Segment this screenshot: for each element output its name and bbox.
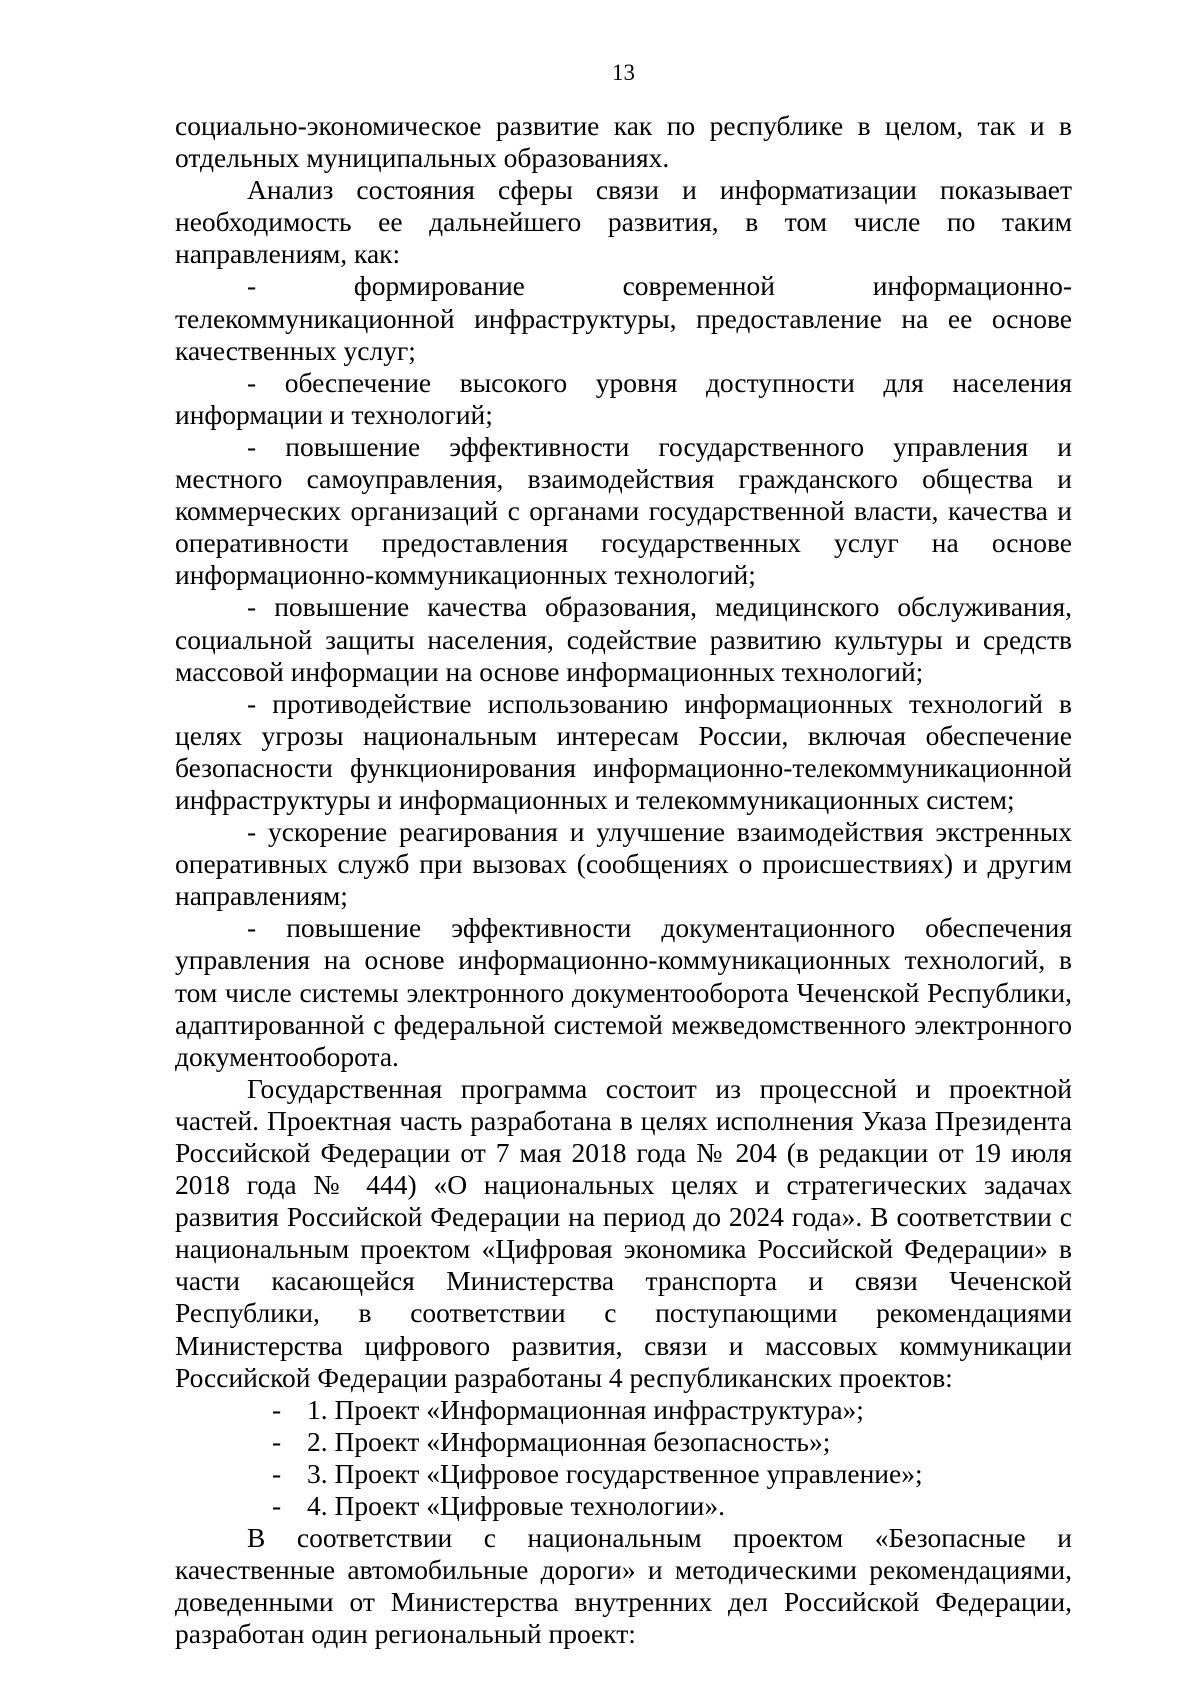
document-body bbox=[175, 110, 1072, 1651]
projects-list bbox=[175, 1394, 1072, 1522]
paragraph-direction-documents: - повышение эффективности документационного обеспечения управления на основе информационно-коммуникационных технологий, в том числе системы электронного документооборота Чеченской Республики, адаптированной с федеральной системой межведомственного электронного документооборота. bbox=[175, 912, 1072, 1072]
list-item-text: 2. Проект «Информационная безопасность»; bbox=[307, 1425, 831, 1457]
list-dash: - bbox=[272, 1425, 282, 1457]
paragraph-direction-governance: - повышение эффективности государственного управления и местного самоуправления, взаимодействия гражданского общества и коммерческих организаций с органами государственной власти, качества и оперативности предоставления государственных услуг на основе информационно-коммуникационных технологий; bbox=[175, 430, 1072, 591]
list-item-text: 4. Проект «Цифровые технологии». bbox=[307, 1490, 726, 1522]
page-number: 13 bbox=[612, 60, 635, 85]
list-item-text: 3. Проект «Цифровое государственное управление»; bbox=[307, 1457, 923, 1489]
list-dash: - bbox=[272, 1457, 282, 1489]
paragraph-analysis-intro: Анализ состояния сферы связи и информатизации показывает необходимость ее дальнейшего развития, в том числе по таким направлениям, как: bbox=[175, 174, 1072, 270]
list-item bbox=[175, 1394, 1072, 1426]
list-dash: - bbox=[272, 1490, 282, 1522]
list-item bbox=[175, 1426, 1072, 1458]
paragraph-direction-infrastructure: - формирование современной информационно-телекоммуникационной инфраструктуры, предоставление на ее основе качественных услуг; bbox=[175, 270, 1072, 366]
paragraph-program-structure: Государственная программа состоит из процессной и проектной частей. Проектная часть разработана в целях исполнения Указа Президента Российской Федерации от 7 мая 2018 года № 204 (в редакции от 19 июля 2018 года № 444) «О национальных целях и стратегических задачах развития Российской Федерации на период до 2024 года». В соответствии с национальным проектом «Цифровая экономика Российской Федерации» в части касающейся Министерства транспорта и связи Чеченской Республики, в соответствии с поступающими рекомендациями Министерства цифрового развития, связи и массовых коммуникации Российской Федерации разработаны 4 республиканских проектов: bbox=[175, 1072, 1072, 1393]
list-item bbox=[175, 1458, 1072, 1490]
paragraph-direction-security: - противодействие использованию информационных технологий в целях угрозы национальным интересам России, включая обеспечение безопасности функционирования информационно-телекоммуникационной инфраструктуры и информационных и телекоммуникационных систем; bbox=[175, 687, 1072, 815]
paragraph-direction-emergency: - ускорение реагирования и улучшение взаимодействия экстренных оперативных служб при вызовах (сообщениях о происшествиях) и другим направлениям; bbox=[175, 816, 1072, 912]
list-item bbox=[175, 1490, 1072, 1522]
paragraph-direction-accessibility: - обеспечение высокого уровня доступности для населения информации и технологий; bbox=[175, 366, 1072, 430]
paragraph-roads-project: В соответствии с национальным проектом «Безопасные и качественные автомобильные дороги» и методическими рекомендациями, доведенными от Министерства внутренних дел Российской Федерации, разработан один региональный проект: bbox=[175, 1522, 1072, 1650]
paragraph-continuation: социально-экономическое развитие как по республике в целом, так и в отдельных муниципальных образованиях. bbox=[175, 110, 1072, 174]
list-item-text: 1. Проект «Информационная инфраструктура»; bbox=[307, 1393, 864, 1425]
paragraph-direction-education: - повышение качества образования, медицинского обслуживания, социальной защиты населения, содействие развитию культуры и средств массовой информации на основе информационных технологий; bbox=[175, 591, 1072, 687]
list-dash: - bbox=[272, 1393, 282, 1425]
